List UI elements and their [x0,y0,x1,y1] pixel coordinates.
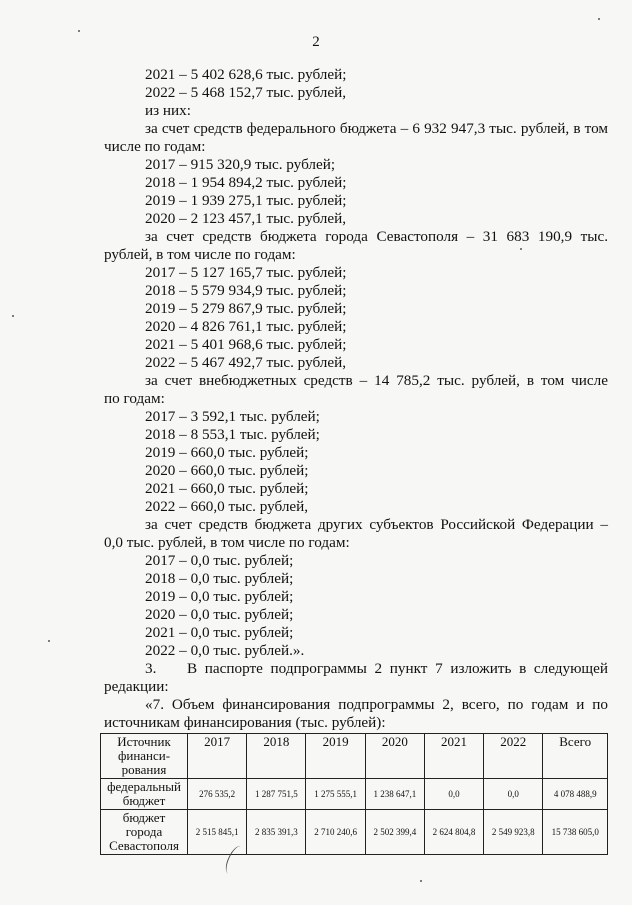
table-header-cell: 2019 [306,734,365,779]
text-line: 2022 – 5 468 152,7 тыс. рублей, [145,84,347,101]
table-cell: 276 535,2 [188,779,247,810]
table-header-cell: Всего [543,734,608,779]
table-cell: 1 238 647,1 [365,779,424,810]
text-line: 2017 – 0,0 тыс. рублей; [145,552,294,569]
text-line: за счет средств бюджета других субъектов Российской Федерации – [145,516,608,533]
text-line: за счет средств бюджета города Севастополя – 31 683 190,9 тыс. [145,228,608,245]
text-line: 2018 – 8 553,1 тыс. рублей; [145,426,320,443]
scan-speck [78,30,80,32]
text-line: 2021 – 5 401 968,6 тыс. рублей; [145,336,347,353]
text-line: за счет средств федерального бюджета – 6 932 947,3 тыс. рублей, в том [145,120,608,137]
table-cell: 0,0 [484,779,543,810]
table-cell: 15 738 605,0 [543,810,608,855]
table-header-cell: 2017 [188,734,247,779]
text-line: источникам финансирования (тыс. рублей): [104,714,386,731]
text-line: 2022 – 660,0 тыс. рублей, [145,498,309,515]
table-header-cell: 2020 [365,734,424,779]
table-header-cell: 2022 [484,734,543,779]
table-header-cell: 2021 [424,734,483,779]
table-cell: 4 078 488,9 [543,779,608,810]
text-line: 2021 – 5 402 628,6 тыс. рублей; [145,66,347,83]
text-line: 2017 – 915 320,9 тыс. рублей; [145,156,336,173]
text-line: 2019 – 0,0 тыс. рублей; [145,588,294,605]
table-cell: 2 502 399,4 [365,810,424,855]
text-line: 0,0 тыс. рублей, в том числе по годам: [104,534,350,551]
text-line: 2017 – 5 127 165,7 тыс. рублей; [145,264,347,281]
text-line: 2020 – 0,0 тыс. рублей; [145,606,294,623]
text-line: рублей, в том числе по годам: [104,246,296,263]
text-line: 2022 – 0,0 тыс. рублей.». [145,642,305,659]
text-line: 2020 – 2 123 457,1 тыс. рублей, [145,210,347,227]
financing-table [100,733,608,855]
text-line: 2019 – 1 939 275,1 тыс. рублей; [145,192,347,209]
table-cell: 2 515 845,1 [188,810,247,855]
text-line: 2017 – 3 592,1 тыс. рублей; [145,408,320,425]
table-cell: 1 275 555,1 [306,779,365,810]
text-line: 2018 – 1 954 894,2 тыс. рублей; [145,174,347,191]
table-row-label: федеральный бюджет [101,779,188,810]
text-line: 2020 – 660,0 тыс. рублей; [145,462,309,479]
scan-speck [48,640,50,642]
scan-speck [520,248,522,250]
table-row-label: бюджет города Севастополя [101,810,188,855]
text-line: «7. Объем финансирования подпрограммы 2, всего, по годам и по [145,696,608,713]
table-header-row [101,734,608,779]
table-cell: 2 624 804,8 [424,810,483,855]
page-number: 2 [312,34,320,50]
text-line: 2019 – 660,0 тыс. рублей; [145,444,309,461]
scan-speck [420,880,422,882]
table-row [101,779,608,810]
table-cell: 2 835 391,3 [247,810,306,855]
text-line: 2021 – 0,0 тыс. рублей; [145,624,294,641]
text-line: 2022 – 5 467 492,7 тыс. рублей, [145,354,347,371]
table-row [101,810,608,855]
text-line: 2020 – 4 826 761,1 тыс. рублей; [145,318,347,335]
text-line: 3. В паспорте подпрограммы 2 пункт 7 изложить в следующей [145,660,608,677]
table-header-cell: 2018 [247,734,306,779]
table-cell: 2 710 240,6 [306,810,365,855]
text-line: по годам: [104,390,165,407]
text-line: редакции: [104,678,169,695]
table-cell: 2 549 923,8 [484,810,543,855]
table-cell: 1 287 751,5 [247,779,306,810]
table-cell: 0,0 [424,779,483,810]
scan-speck [12,315,14,317]
text-line: из них: [145,102,191,119]
scan-speck [598,18,600,20]
text-line: 2018 – 5 579 934,9 тыс. рублей; [145,282,347,299]
table-header-cell: Источник финанси-рования [101,734,188,779]
text-line: 2018 – 0,0 тыс. рублей; [145,570,294,587]
text-line: числе по годам: [104,138,206,155]
text-line: 2019 – 5 279 867,9 тыс. рублей; [145,300,347,317]
text-line: 2021 – 660,0 тыс. рублей; [145,480,309,497]
text-line: за счет внебюджетных средств – 14 785,2 тыс. рублей, в том числе [145,372,608,389]
